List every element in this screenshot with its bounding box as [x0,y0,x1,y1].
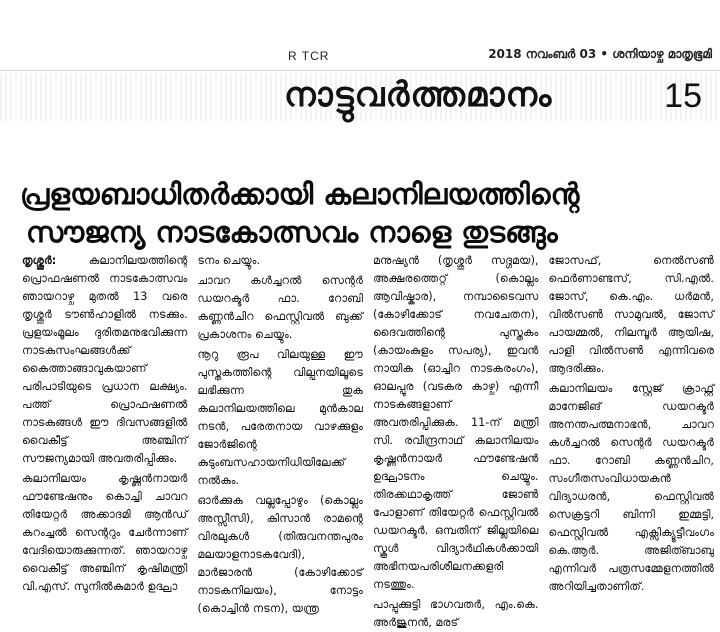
paragraph: പാപ്പുക്കുട്ടി ഭാഗവതർ, എം.കെ. അർജുനൻ, മരട് [373,598,539,629]
article-column-4 [548,252,715,593]
paragraph: മനുഷ്യൻ (തൃശ്ശൂർ സദ്ഗമയ), അക്ഷരത്തെറ്റ് (കൊല്ലം ആവിഷ്കാര), നമ്പാടൈവസ (കോഴിക്കോട് നവചേതന), ദൈവത്തിന്റെ പുസ്തകം (കായംകുളം സപര്യ), ഇവൻ നായിക (ഓച്ചിറ നാടകരംഗം), ഓലപ്പൂര (വടകര കാഴ്ച) എന്നീ നാടകങ്ങളാണ് അവതരിപ്പിക്കുക. 11-ന് മന്ത്രി സി. രവീന്ദ്രനാഥ് കലാനിലയം കൃഷ്ണൻനായർ ഫൗണ്ടേഷൻ ഉദ്ഘാടനം ചെയ്യും. തിരക്കഥാകൃത്ത് ജോൺ പോളാണ് തിയേറ്റർ ഫെസ്റ്റിവൽ ഡയറക്ടർ. ഒമ്പതിന് ജില്ലയിലെ സ്കൂൾ വിദ്യാർഥികൾക്കായി അഭിനയപരിശീലനക്കളരി നടത്തും. [373,254,539,591]
page-header [0,43,720,71]
section-title: നാട്ടുവർത്തമാനം [284,75,553,115]
date-line: 2018 നവംബർ 03 • ശനിയാഴ്ച മാതൃഭൂമി [488,47,712,61]
paragraph [22,252,188,468]
article-column-1 [22,252,188,593]
article-column-2 [197,252,364,615]
article-body [22,252,714,629]
paragraph: കലാനിലയം സ്റ്റേജ് ക്രാഫ്റ്റ് മാനേജിങ് ഡയറക്ടർ അനന്തപത്മനാഭൻ, ചാവറ കൾച്ചറൽ സെന്റർ ഡയറക്ടർ ഫാ. റോബി കണ്ണൻചിറ, സംഗീതസംവിധായകൻ വിദ്യാധരൻ, ഫെസ്റ്റിവൽ സെക്രട്ടറി ബിന്നി ഇമ്മട്ടി, ഫെസ്റ്റിവൽ എക്സിക്യൂട്ടീവംഗം കെ.ആർ. അജിത്ബാബു എന്നിവർ പത്രസമ്മേളനത്തിൽ അറിയിച്ചതാണിത്. [548,382,714,593]
section-banner [0,73,720,121]
page-number: 15 [664,77,702,115]
paragraph: നൂറു രൂപ വിലയുള്ള ഈ പുസ്തകത്തിന്റെ വില്പനയിലൂടെ ലഭിക്കുന്ന തുക കലാനിലയത്തിലെ മുൻകാല നടൻ, പരേതനായ വാഴക്കുളം ജോർജിന്റെ കുടുംബസഹായനിധിയിലേക്ക് നൽകും. [197,348,363,487]
headline-line-2: സൗജന്യ നാടകോത്സവം നാളെ തുടങ്ങും [26,215,558,249]
paragraph: ടനം ചെയ്യും. [197,254,261,267]
headline-line-1: പ്രളയബാധിതർക്കായി കലാനിലയത്തിന്റെ [20,177,580,211]
paragraph: കലാനിലയം കൃഷ്ണൻനായർ ഫൗണ്ടേഷനും കൊച്ചി ചാവറ തിയേറ്റർ അക്കാദമി ആൻഡ് കറംച്ചൽ സെന്ററും ചേർന്നാണ് വേദിയൊരുക്കുന്നത്. ഞായറാഴ്ച വൈകീട്ട് അഞ്ചിന് കൃഷിമന്ത്രി വി.എസ്. സുനിൽകുമാർ ഉദ്ഘാ [22,472,188,593]
paragraph: ജോസഫ്, നെൽസൺ ഫെർണാണ്ടസ്, സി.എൽ. ജോസ്, കെ.എം. ധർമൻ, വിൽസൺ സാമുവൽ, ജോസ് പായമ്മൽ, നിലമ്പൂർ ആയിഷ, പാളി വിൽസൺ എന്നിവരെ ആദരിക്കും. [548,254,714,375]
header-divider [0,70,720,71]
article-headline [20,175,710,251]
paragraph: ഓർക്കുക വല്ലപ്പോഴും (കൊല്ലം അസ്സീസി), കിസാൻ രാമന്റെ വിരലുകൾ (തിരുവനന്തപുരം മലയാളനാടകവേദി), മാർജാരൻ (കോഴിക്കോട് നാടകനിലയം), നോട്ടം (കൊച്ചിൻ നടന), യന്ത്ര [197,494,363,615]
dateline: തൃശ്ശൂർ: [22,254,57,267]
article-column-3 [373,252,539,629]
paragraph: ചാവറ കൾച്ചറൽ സെന്റർ ഡയറക്ടർ ഫാ. റോബി കണ്ണൻചിറ ഫെസ്റ്റിവൽ ബുക്ക് പ്രകാശനം ചെയ്യും. [197,274,363,341]
paragraph-text: കലാനിലയത്തിന്റെ പ്രൊഫഷണൽ നാടകോത്സവം ഞായറാഴ്ച മുതൽ 13 വരെ തൃശ്ശൂർ ടൗൺഹാളിൽ നടക്കും. പ്രളയംമൂലം ദുരിതമനുഭവിക്കുന്ന നാടകസംഘങ്ങൾക്ക് കൈത്താങ്ങാവുകയാണ് പരിപാടിയുടെ പ്രധാന ലക്ഷ്യം. പത്ത് പ്രൊഫഷണൽ നാടകങ്ങൾ ഈ ദിവസങ്ങളിൽ വൈകീട്ട് അഞ്ചിന് സൗജന്യമായി അവതരിപ്പിക്കും. [22,254,188,465]
edition-code: R TCR [288,49,330,63]
